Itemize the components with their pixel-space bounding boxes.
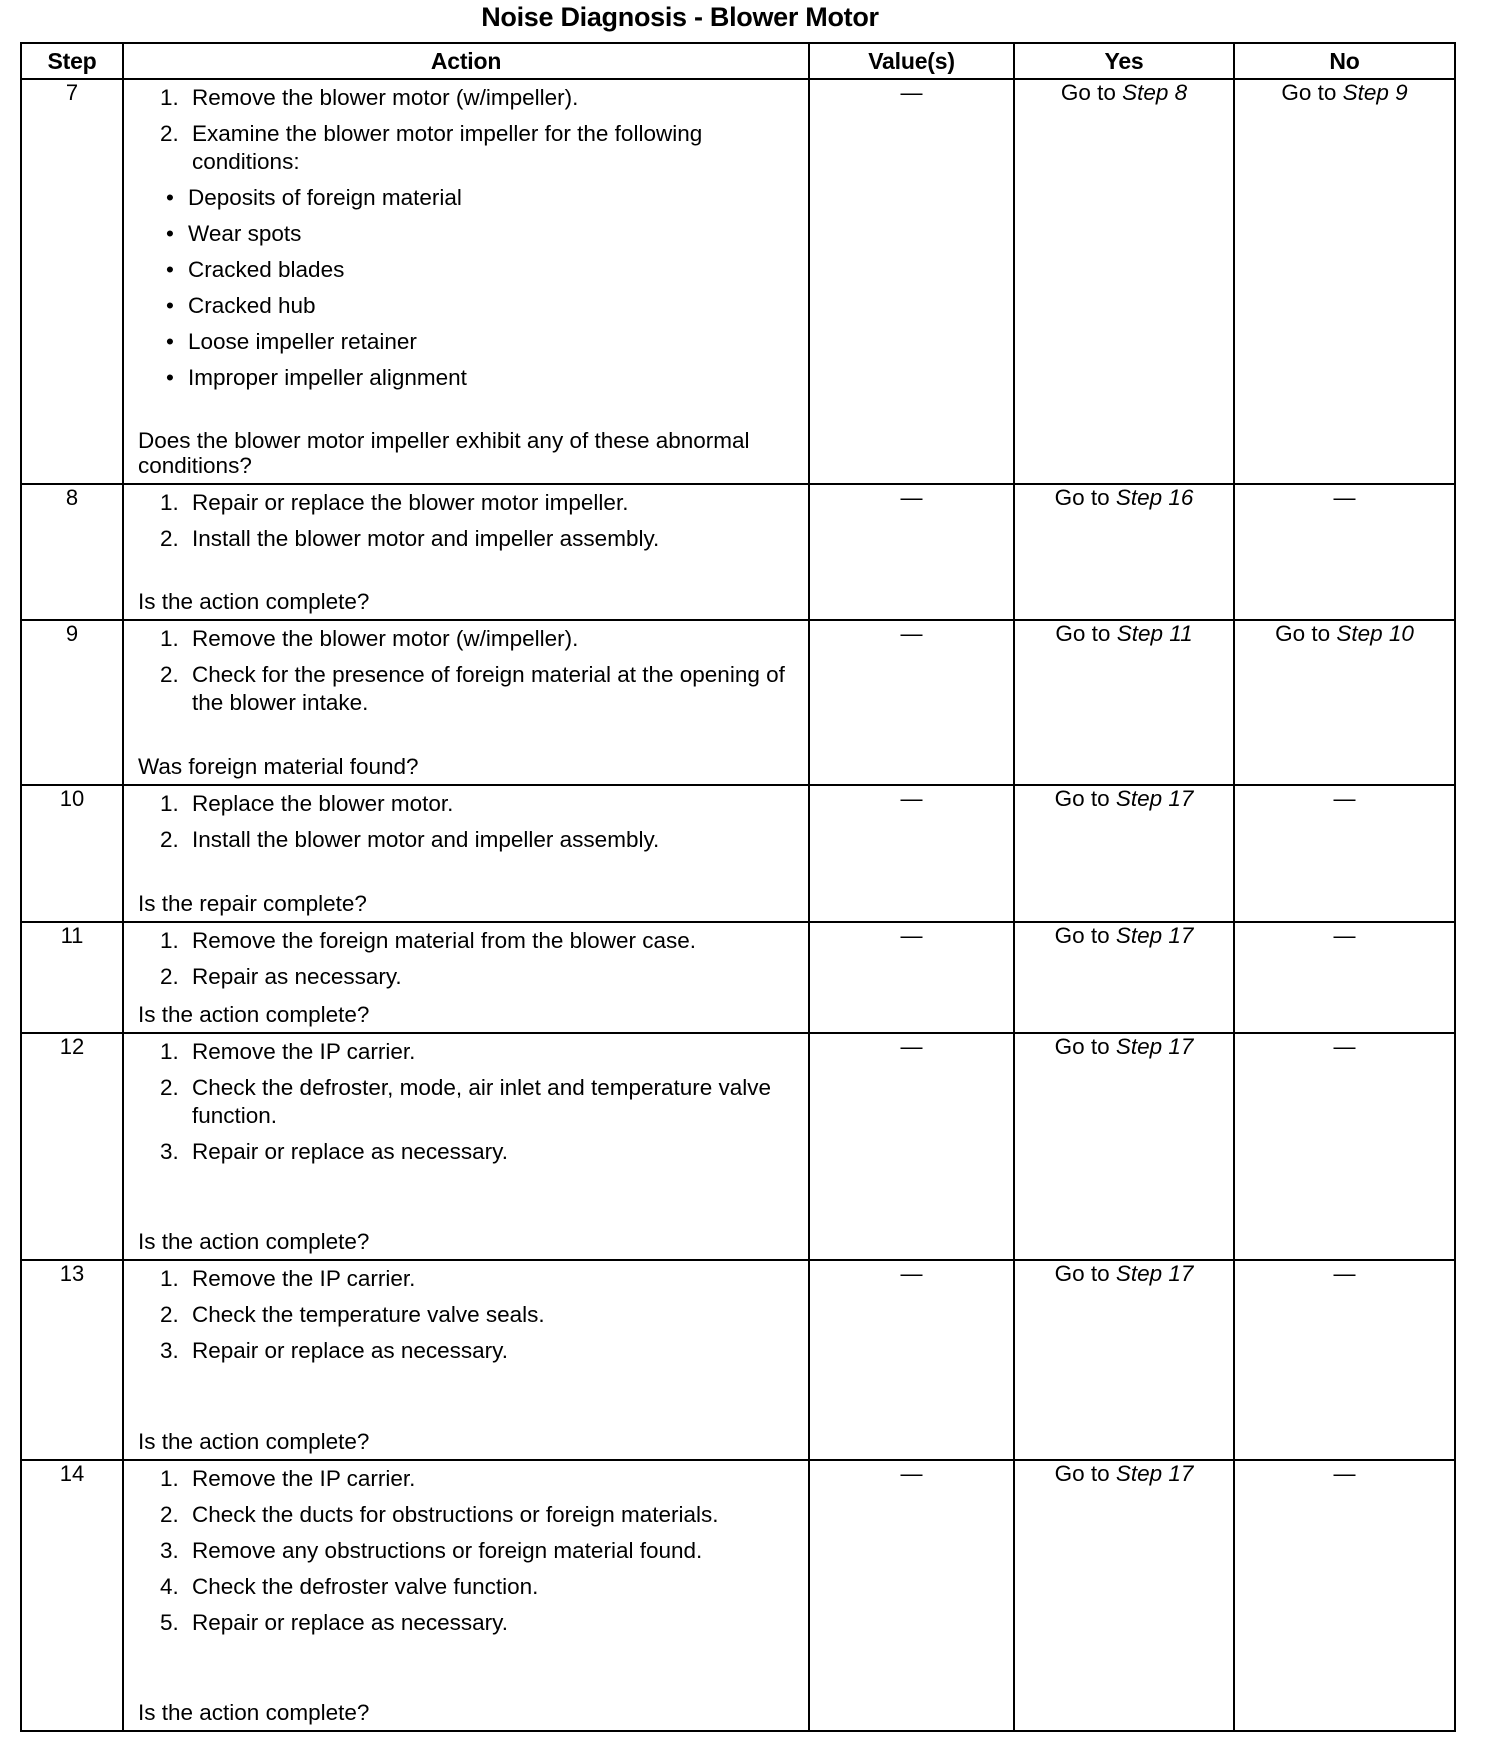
value-dash: —	[900, 786, 923, 811]
bullet-icon: •	[166, 221, 174, 246]
action-step-text: Check the defroster, mode, air inlet and temperature valve function.	[192, 1075, 772, 1128]
goto-prefix: Go to	[1055, 621, 1111, 646]
goto-step-target: Step 17	[1115, 1461, 1194, 1486]
step-number: 8	[21, 484, 123, 620]
action-question: Is the action complete?	[138, 1429, 370, 1454]
yes-cell	[1014, 785, 1234, 922]
action-step-item	[138, 1138, 802, 1166]
value-dash: —	[900, 1461, 923, 1486]
action-step-number: 5.	[160, 1610, 179, 1635]
step-number: 11	[21, 922, 123, 1033]
action-step-number: 1.	[160, 1266, 179, 1291]
action-step-item	[138, 1609, 802, 1637]
action-step-item	[138, 1537, 802, 1565]
no-dash: —	[1333, 1261, 1356, 1286]
value-cell	[809, 1260, 1014, 1460]
yes-cell	[1014, 1260, 1234, 1460]
goto-prefix: Go to	[1060, 80, 1116, 105]
value-dash: —	[900, 923, 923, 948]
action-step-number: 1.	[160, 791, 179, 816]
goto-step-target: Step 17	[1115, 1034, 1194, 1059]
goto-prefix: Go to	[1054, 1034, 1110, 1059]
table-row	[21, 785, 1455, 922]
goto-step-target: Step 9	[1342, 80, 1408, 105]
value-dash: —	[900, 485, 923, 510]
action-step-text: Remove any obstructions or foreign material found.	[192, 1538, 703, 1563]
action-step-text: Check the temperature valve seals.	[192, 1302, 545, 1327]
action-step-item	[138, 826, 802, 854]
action-cell	[123, 1460, 809, 1731]
goto-prefix: Go to	[1054, 923, 1110, 948]
column-header-value: Value(s)	[809, 43, 1014, 79]
goto-prefix: Go to	[1054, 786, 1110, 811]
action-step-item	[138, 661, 802, 717]
yes-cell	[1014, 79, 1234, 484]
action-steps-list	[138, 625, 802, 725]
action-step-item	[138, 625, 802, 653]
no-dash: —	[1333, 485, 1356, 510]
action-step-number: 1.	[160, 626, 179, 651]
action-step-text: Remove the IP carrier.	[192, 1039, 416, 1064]
goto-prefix: Go to	[1054, 1261, 1110, 1286]
step-number: 10	[21, 785, 123, 922]
condition-text: Deposits of foreign material	[188, 185, 462, 210]
action-cell	[123, 785, 809, 922]
action-step-text: Examine the blower motor impeller for the following conditions:	[192, 121, 703, 174]
action-steps-list	[138, 1265, 802, 1373]
action-step-text: Repair or replace the blower motor impeller.	[192, 490, 629, 515]
no-cell	[1234, 620, 1455, 785]
no-dash: —	[1333, 786, 1356, 811]
action-step-item	[138, 1573, 802, 1601]
action-step-number: 2.	[160, 1075, 179, 1100]
action-step-item	[138, 1074, 802, 1130]
action-step-item	[138, 1038, 802, 1066]
value-cell	[809, 484, 1014, 620]
no-cell	[1234, 1260, 1455, 1460]
step-number: 7	[21, 79, 123, 484]
value-cell	[809, 79, 1014, 484]
column-header-yes: Yes	[1014, 43, 1234, 79]
action-step-text: Remove the foreign material from the blower case.	[192, 928, 696, 953]
step-number: 12	[21, 1033, 123, 1260]
action-question: Was foreign material found?	[138, 754, 419, 779]
action-step-text: Check for the presence of foreign material at the opening of the blower intake.	[192, 662, 785, 715]
column-header-action: Action	[123, 43, 809, 79]
goto-prefix: Go to	[1054, 1461, 1110, 1486]
bullet-icon: •	[166, 257, 174, 282]
goto-step-target: Step 17	[1115, 923, 1194, 948]
value-cell	[809, 1033, 1014, 1260]
action-step-text: Repair as necessary.	[192, 964, 402, 989]
value-dash: —	[900, 1034, 923, 1059]
action-step-number: 1.	[160, 490, 179, 515]
goto-step-target: Step 10	[1336, 621, 1414, 646]
value-dash: —	[900, 1261, 923, 1286]
bullet-icon: •	[166, 365, 174, 390]
goto-step-link[interactable]	[1055, 1261, 1194, 1286]
action-step-number: 1.	[160, 85, 179, 110]
step-number: 14	[21, 1460, 123, 1731]
goto-prefix: Go to	[1275, 621, 1331, 646]
no-dash: —	[1333, 1461, 1356, 1486]
no-cell	[1234, 79, 1455, 484]
action-step-item	[138, 1265, 802, 1293]
table-row	[21, 484, 1455, 620]
table-row	[21, 922, 1455, 1033]
table-row	[21, 620, 1455, 785]
column-header-no: No	[1234, 43, 1455, 79]
action-step-text: Repair or replace as necessary.	[192, 1338, 508, 1363]
action-step-text: Repair or replace as necessary.	[192, 1139, 508, 1164]
action-step-number: 4.	[160, 1574, 179, 1599]
value-dash: —	[900, 621, 923, 646]
bullet-icon: •	[166, 329, 174, 354]
condition-text: Improper impeller alignment	[188, 365, 467, 390]
action-step-item	[138, 489, 802, 517]
action-step-item	[138, 790, 802, 818]
action-steps-list	[138, 790, 802, 862]
condition-item	[152, 364, 802, 392]
action-step-text: Replace the blower motor.	[192, 791, 454, 816]
action-step-number: 2.	[160, 121, 179, 146]
action-step-number: 3.	[160, 1139, 179, 1164]
goto-step-link[interactable]	[1055, 485, 1194, 510]
action-cell	[123, 1033, 809, 1260]
action-step-text: Repair or replace as necessary.	[192, 1610, 508, 1635]
condition-text: Cracked hub	[188, 293, 316, 318]
action-steps-list	[138, 1038, 802, 1174]
action-question: Is the repair complete?	[138, 891, 367, 916]
action-step-text: Remove the IP carrier.	[192, 1466, 416, 1491]
action-step-number: 1.	[160, 1039, 179, 1064]
action-step-text: Check the ducts for obstructions or foreign materials.	[192, 1502, 719, 1527]
action-question: Is the action complete?	[138, 589, 370, 614]
action-step-item	[138, 1301, 802, 1329]
condition-item	[152, 220, 802, 248]
action-step-item	[138, 120, 802, 392]
condition-text: Cracked blades	[188, 257, 345, 282]
action-steps-list	[138, 1465, 802, 1645]
goto-step-link[interactable]	[1061, 80, 1187, 105]
condition-list	[166, 184, 802, 392]
table-row	[21, 79, 1455, 484]
goto-step-target: Step 16	[1115, 485, 1194, 510]
condition-text: Wear spots	[188, 221, 302, 246]
goto-step-link[interactable]	[1055, 621, 1192, 646]
no-dash: —	[1333, 1034, 1356, 1059]
action-cell	[123, 484, 809, 620]
action-step-text: Install the blower motor and impeller assembly.	[192, 526, 660, 551]
step-number: 9	[21, 620, 123, 785]
table-row	[21, 1033, 1455, 1260]
action-step-number: 2.	[160, 662, 179, 687]
table-row	[21, 1260, 1455, 1460]
no-dash: —	[1333, 923, 1356, 948]
action-step-text: Remove the IP carrier.	[192, 1266, 416, 1291]
action-step-text: Check the defroster valve function.	[192, 1574, 539, 1599]
action-step-item	[138, 963, 802, 991]
goto-step-link[interactable]	[1055, 786, 1194, 811]
no-cell	[1234, 922, 1455, 1033]
condition-item	[152, 256, 802, 284]
action-step-number: 1.	[160, 928, 179, 953]
condition-text: Loose impeller retainer	[188, 329, 417, 354]
value-cell	[809, 785, 1014, 922]
action-step-number: 2.	[160, 526, 179, 551]
action-steps-list	[138, 927, 802, 999]
goto-step-target: Step 8	[1122, 80, 1188, 105]
column-header-step: Step	[21, 43, 123, 79]
action-cell	[123, 1260, 809, 1460]
goto-step-target: Step 11	[1116, 621, 1193, 646]
action-step-item	[138, 84, 802, 112]
action-step-text: Install the blower motor and impeller assembly.	[192, 827, 660, 852]
yes-cell	[1014, 922, 1234, 1033]
action-step-item	[138, 1337, 802, 1365]
action-step-item	[138, 1501, 802, 1529]
goto-step-target: Step 17	[1115, 1261, 1194, 1286]
goto-prefix: Go to	[1281, 80, 1337, 105]
action-cell	[123, 79, 809, 484]
action-step-text: Remove the blower motor (w/impeller).	[192, 85, 579, 110]
value-cell	[809, 1460, 1014, 1731]
action-question: Is the action complete?	[138, 1229, 370, 1254]
goto-step-link[interactable]	[1281, 80, 1407, 105]
action-cell	[123, 620, 809, 785]
goto-step-link[interactable]	[1275, 621, 1414, 646]
no-cell	[1234, 785, 1455, 922]
page-title: Noise Diagnosis - Blower Motor	[481, 2, 879, 32]
action-step-number: 3.	[160, 1338, 179, 1363]
bullet-icon: •	[166, 293, 174, 318]
table-row	[21, 1460, 1455, 1731]
action-step-number: 2.	[160, 1502, 179, 1527]
goto-step-link[interactable]	[1055, 1461, 1194, 1486]
action-step-number: 2.	[160, 964, 179, 989]
action-step-item	[138, 1465, 802, 1493]
action-step-item	[138, 927, 802, 955]
value-cell	[809, 620, 1014, 785]
action-step-number: 3.	[160, 1538, 179, 1563]
action-question: Does the blower motor impeller exhibit any of these abnormal conditions?	[138, 428, 750, 478]
yes-cell	[1014, 1460, 1234, 1731]
action-step-text: Remove the blower motor (w/impeller).	[192, 626, 579, 651]
value-dash: —	[900, 80, 923, 105]
goto-step-target: Step 17	[1115, 786, 1194, 811]
yes-cell	[1014, 620, 1234, 785]
no-cell	[1234, 1033, 1455, 1260]
goto-step-link[interactable]	[1055, 1034, 1194, 1059]
action-step-number: 2.	[160, 1302, 179, 1327]
action-question: Is the action complete?	[138, 1700, 370, 1725]
action-cell	[123, 922, 809, 1033]
condition-item	[152, 184, 802, 212]
table-header-row	[21, 43, 1455, 79]
action-step-number: 2.	[160, 827, 179, 852]
action-step-item	[138, 525, 802, 553]
yes-cell	[1014, 484, 1234, 620]
action-steps-list	[138, 84, 802, 400]
no-cell	[1234, 484, 1455, 620]
action-steps-list	[138, 489, 802, 561]
value-cell	[809, 922, 1014, 1033]
yes-cell	[1014, 1033, 1234, 1260]
bullet-icon: •	[166, 185, 174, 210]
goto-step-link[interactable]	[1055, 923, 1194, 948]
diagnosis-table	[20, 42, 1456, 1732]
condition-item	[152, 328, 802, 356]
goto-prefix: Go to	[1054, 485, 1110, 510]
step-number: 13	[21, 1260, 123, 1460]
condition-item	[152, 292, 802, 320]
action-question: Is the action complete?	[138, 1002, 370, 1027]
no-cell	[1234, 1460, 1455, 1731]
action-step-number: 1.	[160, 1466, 179, 1491]
